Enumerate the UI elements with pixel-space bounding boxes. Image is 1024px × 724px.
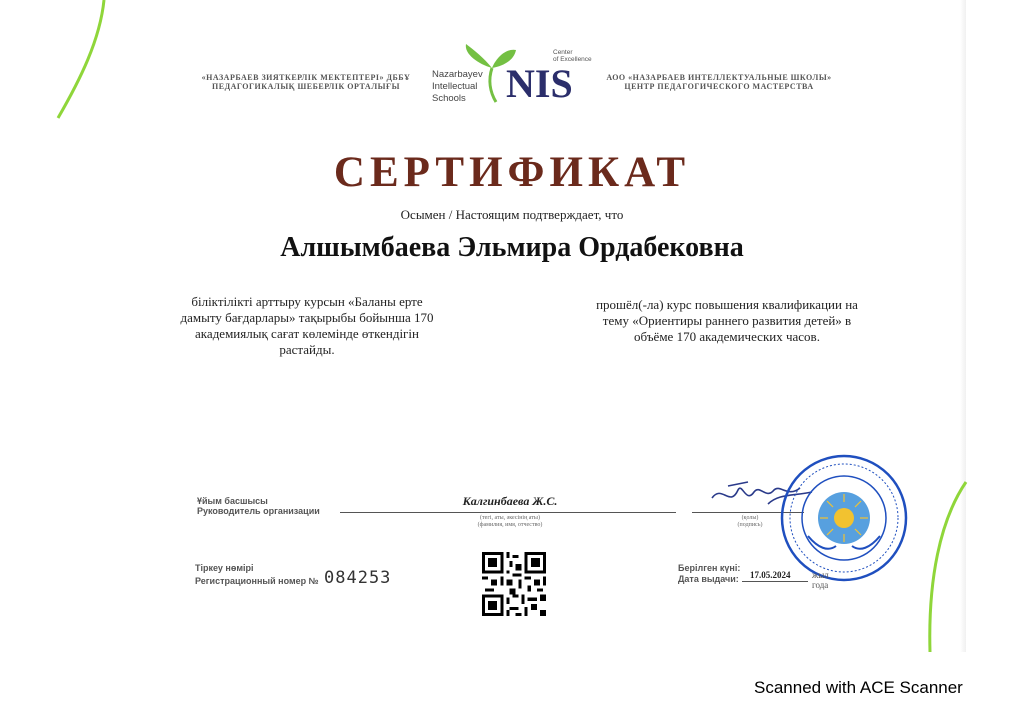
scanner-watermark: Scanned with ACE Scanner (754, 678, 963, 697)
recipient-name: Алшымбаева Эльмира Ордабековна (280, 232, 744, 263)
issue-date-suffix: жыл года (812, 570, 829, 590)
issue-date-value: 17.05.2024 (750, 570, 791, 580)
body-text-kz: біліктілікті арттыру курсын «Баланы ерте дамыту бағдарлары» тақырыбы бойынша 170 академиялық сағат көлемінде өткендігін растайды. (180, 294, 434, 357)
registration-number: 084253 (324, 568, 392, 588)
certificate-title: СЕРТИФИКАТ (333, 149, 691, 196)
signature-caption: (қолы) (подпись) (737, 515, 763, 528)
registration-label: Тіркеу нөмірі Регистрационный номер № (195, 563, 319, 586)
header-right-org: АОО «НАЗАРБАЕВ ИНТЕЛЛЕКТУАЛЬНЫЕ ШКОЛЫ» ЦЕНТР ПЕДАГОГИЧЕСКОГО МАСТЕРСТВА (606, 73, 832, 91)
issue-date-line (742, 581, 808, 582)
logo-nis-abbr: NIS (506, 61, 573, 106)
certificate-subtitle: Осымен / Настоящим подтверждает, что (400, 207, 624, 222)
signer-name: Калгинбаева Ж.С. (462, 494, 558, 508)
header-left-org: «НАЗАРБАЕВ ЗИЯТКЕРЛІК МЕКТЕПТЕРІ» ДББҰ ПЕДАГОГИКАЛЫҚ ШЕБЕРЛІК ОРТАЛЫҒЫ (201, 73, 411, 91)
body-text-ru: прошёл(-ла) курс повышения квалификации на тему «Ориентиры раннего развития детей» в объёме 170 академических часов. (596, 297, 858, 344)
logo-center-of-excellence: Center of Excellence (553, 49, 592, 63)
signer-name-line (340, 512, 676, 513)
signature-label: Ұйым басшысы Руководитель организации (197, 496, 320, 516)
qr-code-icon (482, 552, 546, 616)
signer-name-caption: (тегі, аты, әкесінің аты) (фамилия, имя, отчество) (477, 515, 543, 528)
issue-date-label: Берілген күні: Дата выдачи: (678, 563, 741, 584)
state-emblem-stamp-icon (778, 452, 910, 584)
logo-text: Nazarbayev Intellectual Schools (432, 69, 483, 104)
